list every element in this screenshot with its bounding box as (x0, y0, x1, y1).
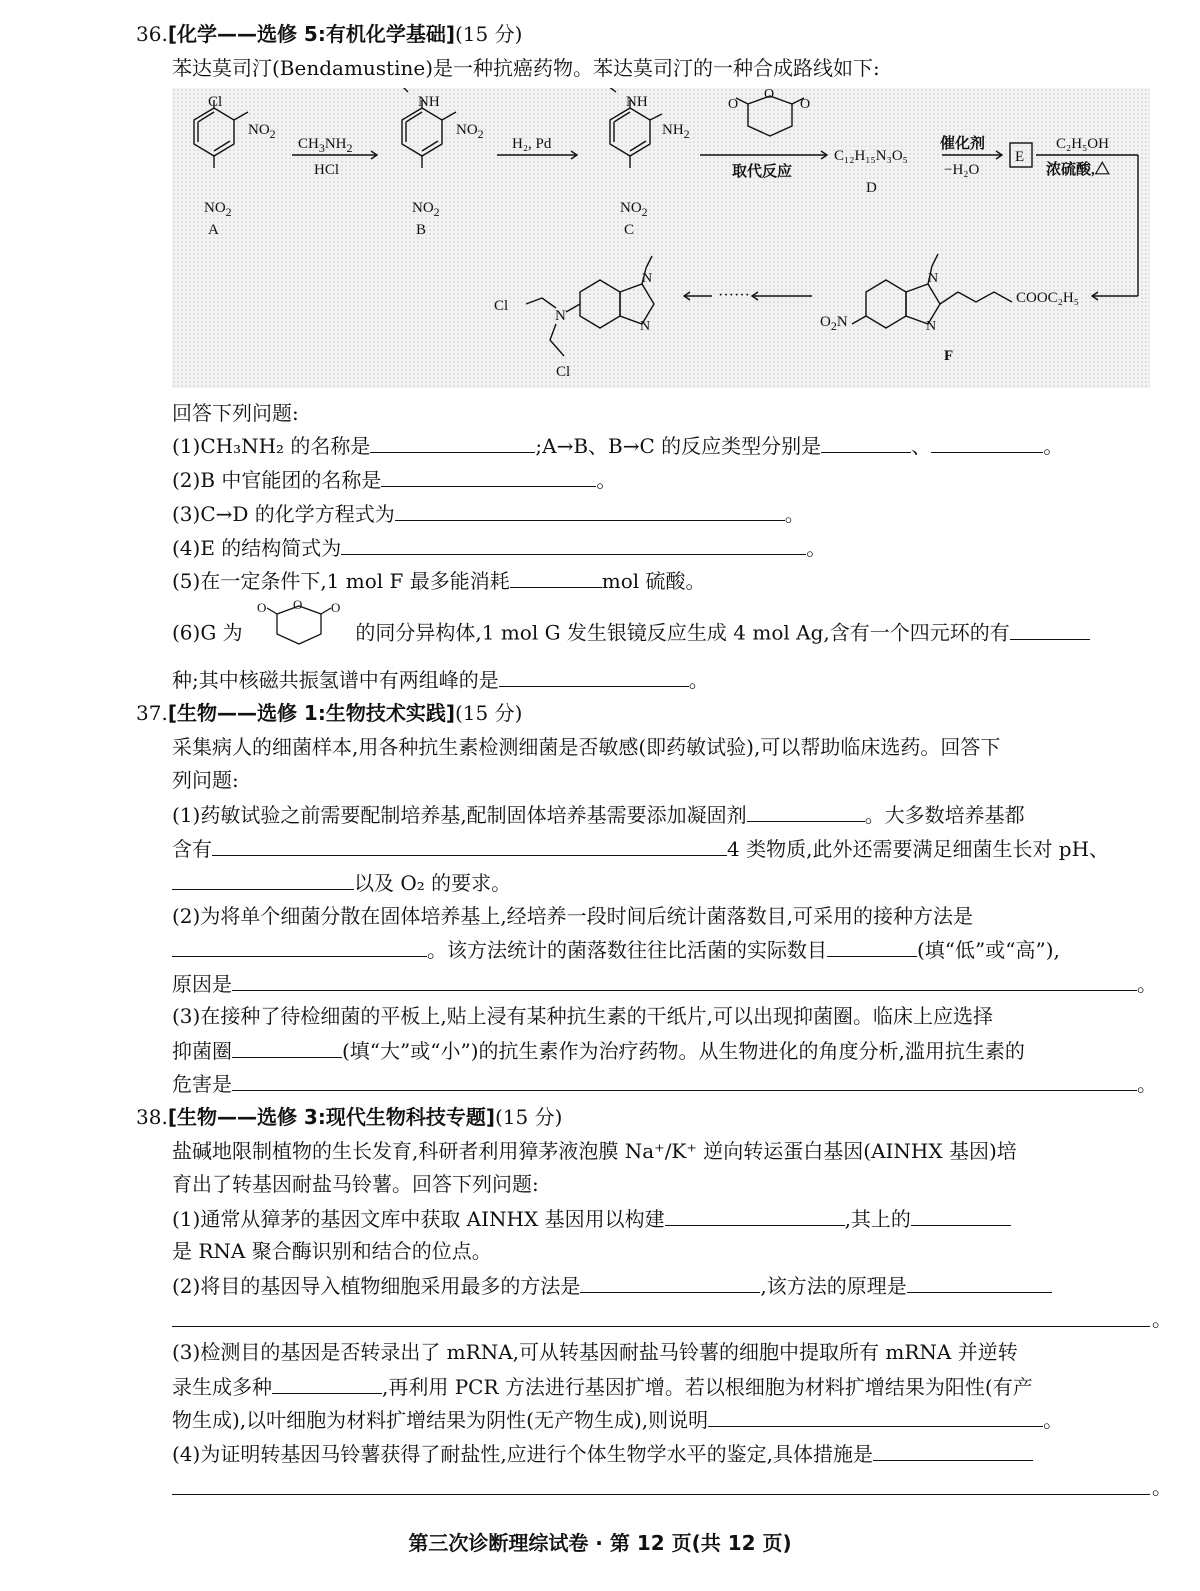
label-no2-a1: $NO_2$ (248, 122, 276, 141)
q36-p2-blank[interactable] (381, 466, 596, 487)
q36-p5-blank[interactable] (510, 567, 602, 588)
q38-p2-end: 。 (1152, 1307, 1172, 1331)
q37-header: 37.[生物——选修 1:生物技术实践](15 分) (136, 701, 523, 725)
q37-part2: (2)为将单个细菌分散在固体培养基上,经培养一段时间后统计菌落数目,可采用的接种方法是 (172, 904, 974, 928)
anh-o-left: O (257, 600, 267, 615)
q37-p2-blank-a[interactable] (172, 936, 427, 957)
q37-heading: [生物——选修 1:生物技术实践] (167, 701, 455, 725)
label-e: E (1015, 149, 1025, 165)
ring-product-benzene (580, 280, 620, 328)
q38-part2: (2)将目的基因导入植物细胞采用最多的方法是 ,该方法的原理是 (172, 1272, 1052, 1299)
q38-intro2: 育出了转基因耐盐马铃薯。回答下列问题: (172, 1172, 539, 1196)
q38-p1-blank-b[interactable] (911, 1205, 1011, 1226)
synthesis-scheme (172, 88, 1150, 388)
q37-p1-blank-c[interactable] (172, 869, 354, 890)
label-dots: ······ (718, 287, 750, 304)
label-nh-c: NH (626, 94, 648, 110)
q36-header (136, 21, 522, 47)
reagent-cd: 取代反应 (732, 164, 793, 180)
q37-p3-blank-b[interactable] (232, 1070, 1137, 1091)
anh-o-right: O (331, 600, 341, 615)
reagent-ab-1: $CH_3NH_2$ (298, 136, 353, 155)
label-o-right: O (800, 97, 811, 112)
q38-heading: [生物——选修 3:现代生物科技专题] (167, 1105, 495, 1129)
synthesis-scheme-svg (172, 88, 1150, 388)
q37-p1-blank-b[interactable] (212, 835, 727, 856)
q36-score: (15 分) (454, 22, 523, 46)
q36-part6: (6)G 为 O O O 的同分异构体,1 mol G 发生银镜反应生成 4 mol Ag,含有一个四元环的有 (172, 616, 1090, 652)
page-footer: 第三次诊断理综试卷 · 第 12 页(共 12 页) (408, 1531, 792, 1555)
label-a: A (208, 222, 219, 238)
label-d: D (866, 180, 877, 196)
q36-heading: [化学——选修 5:有机化学基础] (167, 22, 455, 46)
q38-header: 38.[生物——选修 3:现代生物科技专题](15 分) (136, 1105, 563, 1129)
q36-part4: (4)E 的结构简式为 。 (172, 536, 827, 560)
label-nh2-c: $NH_2$ (662, 122, 690, 141)
q36-p6-blank-a[interactable] (1010, 619, 1090, 640)
q38-p4-blank-b[interactable] (172, 1494, 1150, 1495)
label-n-p1: N (642, 271, 653, 286)
q37-intro2: 列问题: (172, 768, 239, 792)
q36-p4-blank[interactable] (341, 534, 806, 555)
label-no2-a2: $NO_2$ (204, 200, 232, 219)
label-o-mid: O (764, 88, 775, 102)
q38-p1-blank-a[interactable] (665, 1205, 845, 1226)
reagent-ef-1: C₂H₅OH (1056, 136, 1109, 152)
ring-b (402, 108, 442, 156)
q37-p1-blank-a[interactable] (747, 801, 865, 822)
reagent-de-1: 催化剂 (940, 136, 986, 152)
q38-p2-blank-c[interactable] (172, 1326, 1150, 1327)
formula-d: C₁₂H₁₅N₃O₅ (834, 148, 908, 164)
q36-number: 36. (136, 22, 168, 46)
q37-part3-cont: 抑菌圈 (填“大”或“小”)的抗生素作为治疗药物。从生物进化的角度分析,滥用抗生素的 (172, 1039, 1025, 1063)
q37-part1-cont: 含有 4 类物质,此外还需要满足细菌生长对 pH、 (172, 837, 1110, 861)
q38-part1-cont: 是 RNA 聚合酶识别和结合的位点。 (172, 1239, 492, 1263)
anh-o-mid: O (293, 600, 303, 612)
anhydride-structure (249, 600, 349, 652)
q38-part1: (1)通常从獐茅的基因文库中获取 AINHX 基因用以构建 ,其上的 (172, 1205, 1011, 1232)
q37-part1: (1)药敏试验之前需要配制培养基,配制固体培养基需要添加凝固剂 。大多数培养基都 (172, 803, 1025, 827)
q37-part3-cont2: 危害是 。 (172, 1072, 1157, 1096)
reagent-bc: H₂, Pd (512, 136, 552, 152)
label-cl-a: Cl (208, 94, 223, 110)
label-b: B (416, 222, 427, 238)
q36-prompt: 回答下列问题: (172, 401, 299, 425)
ring-a (194, 108, 234, 156)
q37-intro1: 采集病人的细菌样本,用各种抗生素检测细菌是否敏感(即药敏试验),可以帮助临床选药。回答下 (172, 735, 1001, 759)
q36-p1-blank-c[interactable] (931, 432, 1043, 453)
label-no2-b1: $NO_2$ (456, 122, 484, 141)
label-c: C (624, 222, 635, 238)
reagent-ab-2: HCl (314, 162, 340, 178)
q38-p4-end: 。 (1152, 1475, 1172, 1499)
q36-part3: (3)C→D 的化学方程式为 。 (172, 502, 805, 526)
q37-part3: (3)在接种了待检细菌的平板上,贴上浸有某种抗生素的干纸片,可以出现抑菌圈。临床上应选择 (172, 1004, 994, 1028)
q36-p3-blank[interactable] (395, 500, 785, 521)
label-cl-1: Cl (494, 298, 509, 314)
q36-part1: (1)CH₃NH₂ 的名称是 ;A→B、B→C 的反应类型分别是 、 。 (172, 434, 1064, 458)
ring-product-imidazole (620, 284, 654, 324)
q38-part4: (4)为证明转基因马铃薯获得了耐盐性,应进行个体生物学水平的鉴定,具体措施是 (172, 1440, 1033, 1467)
q38-intro1: 盐碱地限制植物的生长发育,科研者利用獐茅液泡膜 Na⁺/K⁺ 逆向转运蛋白基因(AINHX 基因)培 (172, 1139, 1017, 1163)
q36-part2: (2)B 中官能团的名称是 。 (172, 468, 617, 492)
q38-p2-blank-b[interactable] (907, 1272, 1052, 1293)
anhydride-ring (748, 96, 792, 136)
label-nh-b: NH (418, 94, 440, 110)
q38-p4-blank-a[interactable] (873, 1440, 1033, 1461)
label-n-p2: N (640, 319, 651, 334)
q36-p1-blank-b[interactable] (821, 432, 911, 453)
label-n-f2: N (926, 319, 937, 334)
q38-part3-cont: 录生成多种 ,再利用 PCR 方法进行基因扩增。若以根细胞为材料扩增结果为阳性(有产 (172, 1375, 1033, 1399)
ring-c (610, 108, 650, 156)
label-no2-b2: $NO_2$ (412, 200, 440, 219)
q38-p2-blank-a[interactable] (580, 1272, 760, 1293)
q37-p2-blank-b[interactable] (827, 936, 917, 957)
label-cl-2: Cl (556, 364, 571, 380)
label-n-f1: N (928, 271, 939, 286)
q38-part3-cont2: 物生成),以叶细胞为材料扩增结果为阴性(无产物生成),则说明 。 (172, 1408, 1064, 1432)
q36-p1-blank-a[interactable] (370, 432, 535, 453)
q37-part2-cont2: 原因是 。 (172, 972, 1157, 996)
label-cooc2h5: COOC₂H₅ (1016, 290, 1079, 306)
q36-intro: 苯达莫司汀(Bendamustine)是一种抗癌药物。苯达莫司汀的一种合成路线如下: (172, 56, 880, 80)
q37-part1-cont2: 以及 O₂ 的要求。 (172, 869, 511, 896)
q38-p3-blank-a[interactable] (272, 1373, 382, 1394)
reagent-de-2: −H₂O (944, 162, 980, 178)
q36-part6-cont: 种;其中核磁共振氢谱中有两组峰的是 。 (172, 668, 709, 692)
q37-p3-blank-a[interactable] (232, 1037, 342, 1058)
reagent-ef-2: 浓硫酸,△ (1046, 162, 1110, 178)
q38-p3-blank-b[interactable] (708, 1406, 1043, 1427)
ring-f-benzene (866, 280, 906, 328)
q37-p2-blank-c[interactable] (232, 970, 1137, 991)
ring-f-imidazole (906, 284, 940, 324)
q36-part5: (5)在一定条件下,1 mol F 最多能消耗 mol 硫酸。 (172, 569, 706, 593)
label-f: F (944, 348, 954, 364)
q37-part2-cont: 。该方法统计的菌落数往往比活菌的实际数目 (填“低”或“高”), (172, 936, 1060, 963)
label-o2n: $O_2N$ (820, 314, 848, 333)
q38-part3: (3)检测目的基因是否转录出了 mRNA,可从转基因耐盐马铃薯的细胞中提取所有 mRNA 并逆转 (172, 1340, 1018, 1364)
label-no2-c: $NO_2$ (620, 200, 648, 219)
label-o-left: O (728, 97, 739, 112)
label-n-amine: N (555, 308, 566, 324)
q36-p6-blank-b[interactable] (499, 666, 689, 687)
